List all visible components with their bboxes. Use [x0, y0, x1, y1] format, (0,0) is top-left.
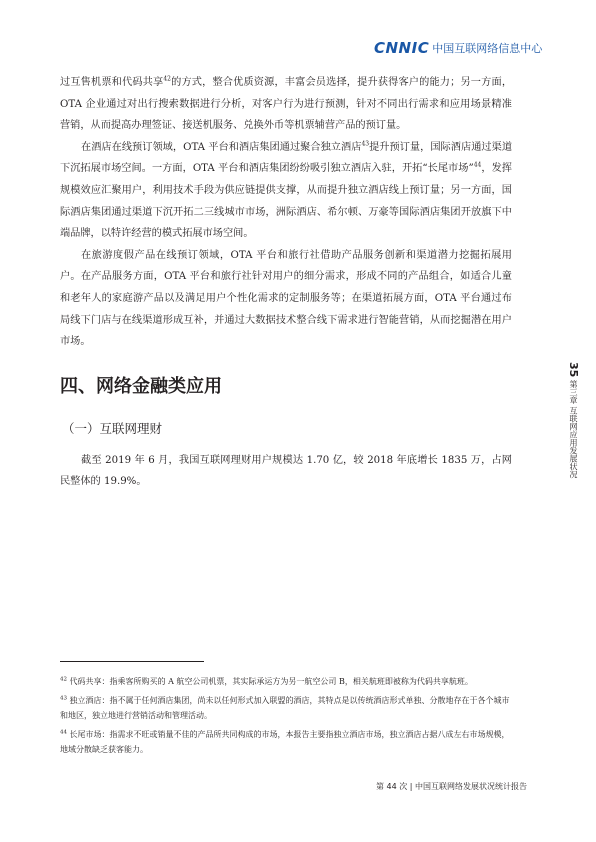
paragraph-1: 过互售机票和代码共享$^{42}$的方式，整合优质资源，丰富会员选择，提升获得客户的能力；另一方面，OTA 企业通过对出行搜索数据进行分析，对客户行为进行预测，针对不同出行需求和应用场景精准营销，从而提高办理签证、接送机服务、兑换外币等机票辅营产品的预订量。 [60, 75, 513, 132]
footnotes [60, 674, 512, 761]
chapter-label: 第三章 互联网应用发展状况 [569, 379, 578, 479]
logo-mark: CNNIC [374, 38, 430, 57]
chapter-sidebar [564, 360, 580, 490]
subsection-title: （一）互联网理财 [62, 420, 163, 436]
page-footer: 第 44 次 | 中国互联网络发展状况统计报告 [376, 782, 528, 791]
logo-text: 中国互联网络信息中心 [432, 41, 543, 55]
footnote-42: $^{42}$ 代码共享：指乘客所购买的 A 航空公司机票，其实际承运方为另一航空公司 B，相关航班即被称为代码共享航班。 [60, 676, 473, 686]
footnote-ref-44[interactable]: 44 [473, 161, 482, 169]
footnote-ref-43[interactable]: 43 [361, 140, 370, 148]
footnote-44: $^{44}$ 长尾市场：指需求不旺或销量不佳的产品所共同构成的市场，本报告主要指独立酒店市场，独立酒店占据八成左右市场规模，地域分散缺乏获客能力。 [60, 729, 510, 754]
section-title: 四、网络金融类应用 [60, 375, 222, 397]
footnote-divider [60, 661, 204, 662]
page-number: 35 [567, 362, 580, 378]
paragraph-2: 在酒店在线预订领域，OTA 平台和酒店集团通过聚合独立酒店$^{43}$提升预订量，国际酒店通过渠道下沉拓展市场空间。一方面，OTA 平台和酒店集团纷纷吸引独立酒店入驻，开拓“长尾市场”$^{44}$，发挥规模效应汇聚用户，利用技术手段为供应链提供支撑，从而提升独立酒店线上预订量；另一方面，国际酒店集团通过渠道下沉开拓二三线城市市场，洲际酒店、希尔顿、万豪等国际酒店集团开放旗下中端品牌，以特许经营的模式拓展市场空间。 [60, 140, 513, 240]
paragraph-4: 截至 2019 年 6 月，我国互联网理财用户规模达 1.70 亿，较 2018 年底增长 1835 万，占网民整体的 19.9%。 [60, 454, 512, 488]
footnote-43: $^{43}$ 独立酒店：指不属于任何酒店集团，尚未以任何形式加入联盟的酒店，其特点是以传统酒店形式单独、分散地存在于各个城市和地区，独立地进行营销活动和管理活动。 [60, 695, 510, 720]
paragraph-3: 在旅游度假产品在线预订领域，OTA 平台和旅行社借助产品服务创新和渠道潜力挖掘拓展用户。在产品服务方面，OTA 平台和旅行社针对用户的细分需求，形成不同的产品组合，如适合儿童和老年人的家庭游产品以及满足用户个性化需求的定制服务等；在渠道拓展方面，OTA 平台通过布局线下门店与在线渠道形成互补，并通过大数据技术整合线下需求进行智能营销，从而挖掘潜在用户市场。 [60, 249, 512, 348]
cnnic-logo [374, 37, 554, 57]
footnote-ref-42[interactable]: 42 [163, 75, 171, 83]
main-content [60, 72, 512, 493]
